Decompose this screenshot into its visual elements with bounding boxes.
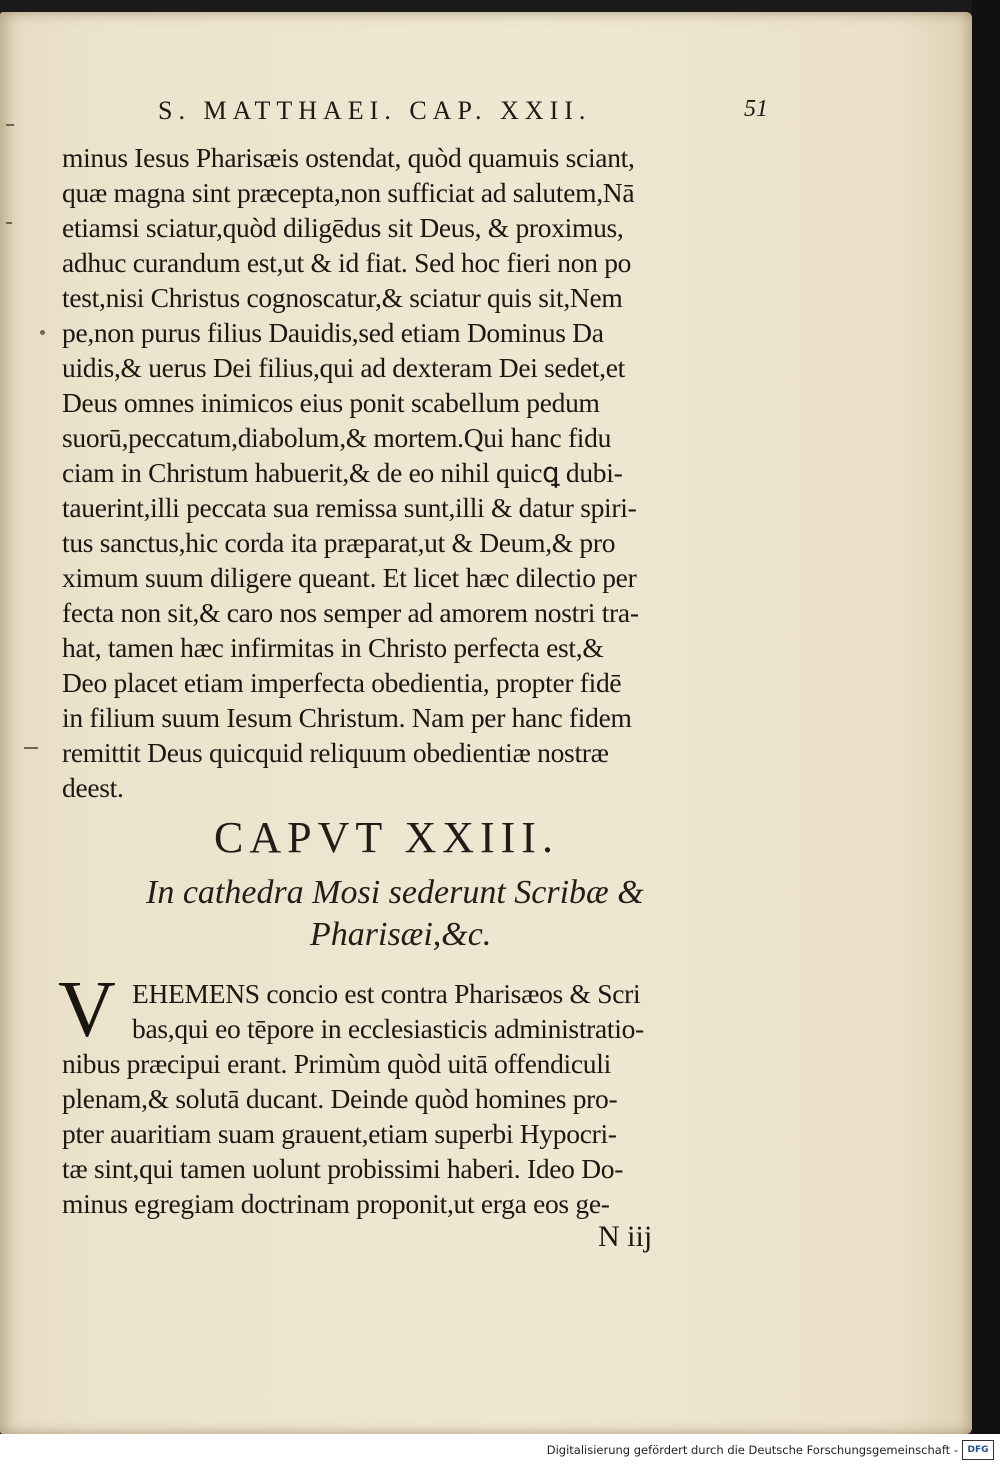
drop-cap: V bbox=[58, 966, 116, 1054]
text-line: etiamsi sciatur,quòd diligēdus sit Deus, & proximus, bbox=[62, 212, 624, 243]
footer-bar bbox=[0, 1434, 1000, 1465]
text-line: plenam,& solutā ducant. Deinde quòd homines pro- bbox=[62, 1083, 618, 1114]
page-number: 51 bbox=[744, 96, 768, 122]
text-line: minus Iesus Pharisæis ostendat, quòd quamuis sciant, bbox=[62, 142, 635, 173]
text-line: pe,non purus filius Dauidis,sed etiam Dominus Da bbox=[62, 317, 604, 348]
text-line: uidis,& uerus Dei filius,qui ad dexteram Dei sedet,et bbox=[62, 352, 625, 383]
text-line: ciam in Christum habuerit,& de eo nihil quicꝗ dubi- bbox=[62, 457, 623, 488]
signature-mark: N iij bbox=[598, 1220, 653, 1253]
text-line: remittit Deus quicquid reliquum obedientiæ nostræ bbox=[62, 737, 609, 768]
text-line: hat, tamen hæc infirmitas in Christo perfecta est,& bbox=[62, 632, 604, 663]
margin-mark bbox=[6, 124, 14, 126]
text-line: bas,qui eo tēpore in ecclesiasticis administratio- bbox=[132, 1013, 644, 1044]
text-line: deest. bbox=[62, 772, 124, 803]
text-line: quæ magna sint præcepta,non sufficiat ad salutem,Nā bbox=[62, 177, 635, 208]
margin-mark bbox=[24, 747, 38, 749]
text-line: ximum suum diligere queant. Et licet hæc dilectio per bbox=[62, 562, 637, 593]
chapter-subtitle-line-2: Pharisæi,&c. bbox=[310, 916, 492, 953]
book-page bbox=[0, 12, 972, 1434]
text-line: test,nisi Christus cognoscatur,& sciatur quis sit,Nem bbox=[62, 282, 623, 313]
text-line: EHEMENS concio est contra Pharisæos & Scri bbox=[132, 978, 641, 1009]
text-line: tus sanctus,hic corda ita præparat,ut & Deum,& pro bbox=[62, 527, 616, 558]
text-line: tæ sint,qui tamen uolunt probissimi haberi. Ideo Do- bbox=[62, 1153, 624, 1184]
text-line: nibus præcipui erant. Primùm quòd uitā offendiculi bbox=[62, 1048, 611, 1079]
text-line: pter auaritiam suam grauent,etiam superbi Hypocri- bbox=[62, 1118, 617, 1149]
page-header bbox=[158, 96, 778, 132]
chapter-subtitle-line-1: In cathedra Mosi sederunt Scribæ & bbox=[146, 874, 644, 911]
scan-edge bbox=[972, 0, 1000, 1440]
text-line: Deo placet etiam imperfecta obedientia, propter fidē bbox=[62, 667, 622, 698]
text-line: fecta non sit,& caro nos semper ad amorem nostri tra- bbox=[62, 597, 639, 628]
footer-credit: Digitalisierung gefördert durch die Deutsche Forschungsgemeinschaft - bbox=[546, 1443, 958, 1457]
text-line: suorū,peccatum,diabolum,& mortem.Qui hanc fidu bbox=[62, 422, 612, 453]
text-line: tauerint,illi peccata sua remissa sunt,illi & datur spiri- bbox=[62, 492, 637, 523]
text-line: Deus omnes inimicos eius ponit scabellum pedum bbox=[62, 387, 600, 418]
text-line: in filium suum Iesum Christum. Nam per hanc fidem bbox=[62, 702, 632, 733]
running-head: S. MATTHAEI. CAP. XXII. bbox=[158, 96, 592, 125]
dfg-logo-icon: DFG bbox=[962, 1440, 994, 1460]
text-line: minus egregiam doctrinam proponit,ut erga eos ge- bbox=[62, 1188, 610, 1219]
margin-dot bbox=[40, 330, 45, 335]
margin-mark bbox=[6, 222, 12, 224]
chapter-heading: CAPVT XXIII. bbox=[214, 813, 559, 862]
text-line: adhuc curandum est,ut & id fiat. Sed hoc fieri non po bbox=[62, 247, 632, 278]
